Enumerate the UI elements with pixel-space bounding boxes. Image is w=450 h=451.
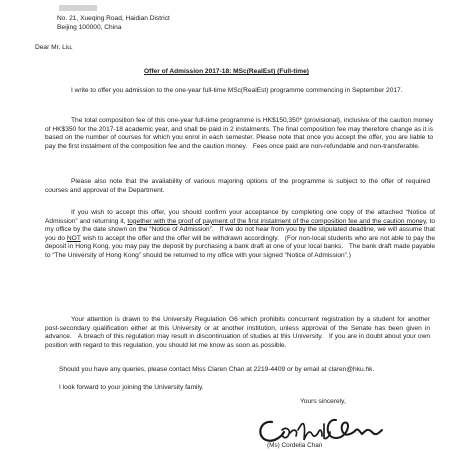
address-line-2: No. 21, Xueqing Road, Haidian District (57, 14, 170, 22)
address-line-3: Beijing 100000, China (57, 24, 122, 32)
paragraph-majoring-options: Please also note that the availability of various majoring options of the programme is subject to the offer of required courses and approval of the Department. (45, 178, 430, 194)
acceptance-text-a: If you wish to accept this offer, you should confirm your acceptance by completing one copy of the attached “Notice of Admission” and returning it, (45, 209, 435, 225)
paragraph-regulation: Your attention is drawn to the University Regulation G6 which prohibits concurrent registration by a student for another post-secondary qualification either at this University or at another institution, unless approval of the Senate has been given in advance. A breach of this regulation may result in discontinuation of studies at this University. If you are in doubt about your own position with regard to this regulation, you should let me know as soon as possible. (45, 316, 430, 349)
recipient-address (57, 4, 277, 33)
acceptance-not-emphasis: NOT (66, 234, 81, 242)
closing: Yours sincerely, (300, 398, 346, 405)
signer-name: (Ms) Cordelia Chan (267, 442, 323, 449)
address-line-1 (57, 4, 277, 14)
paragraph-acceptance (45, 209, 435, 261)
redacted-name-block (59, 5, 97, 11)
acceptance-payment-requirement: together with the proof of payment of the first instalment of the composition fee and the caution money (127, 217, 426, 225)
handwritten-signature (252, 400, 392, 448)
salutation: Dear Mr. Liu, (35, 44, 73, 51)
paragraph-fees: The total composition fee of this one-year full-time programme is HK$150,350* (provisional), inclusive of the caution money of HK$350 for the 2017-18 academic year, and shall be paid in 2 instalments. The final composition fee may therefore change as it is based on the number of courses for which you enrol in each semester. Please note that once you accept the offer, you are liable to pay the first instalment of the composition fee and the caution money. Fees once paid are non-refundable and non-transferable. (45, 117, 433, 150)
paragraph-offer: I write to offer you admission to the one-year full-time MSc(RealEst) programme commencing in September 2017. (71, 87, 403, 94)
letter-subject: Offer of Admission 2017-18: MSc(RealEst) (Full-time) (144, 68, 309, 75)
paragraph-closing-remark: I look forward to your joining the University family. (59, 384, 204, 391)
paragraph-queries: Should you have any queries, please contact Miss Claren Chan at 2219-4409 or by email at claren@hku.hk. (59, 366, 375, 373)
acceptance-text-b: , to my office by the date shown on the “Notice of Admission”. If we do not hear from you by the stipulated deadline, we will assume that you do (45, 217, 436, 242)
acceptance-text-c: wish to accept the offer and the offer will be withdrawn accordingly. (For non-local students who are not able to pay the deposit in Hong Kong, you may pay the deposit by purchasing a bank draft at one of your local banks. The bank draft made payable to “The University of Hong Kong” should be returned to my office with your signed “Notice of Admission”.) (45, 234, 435, 259)
